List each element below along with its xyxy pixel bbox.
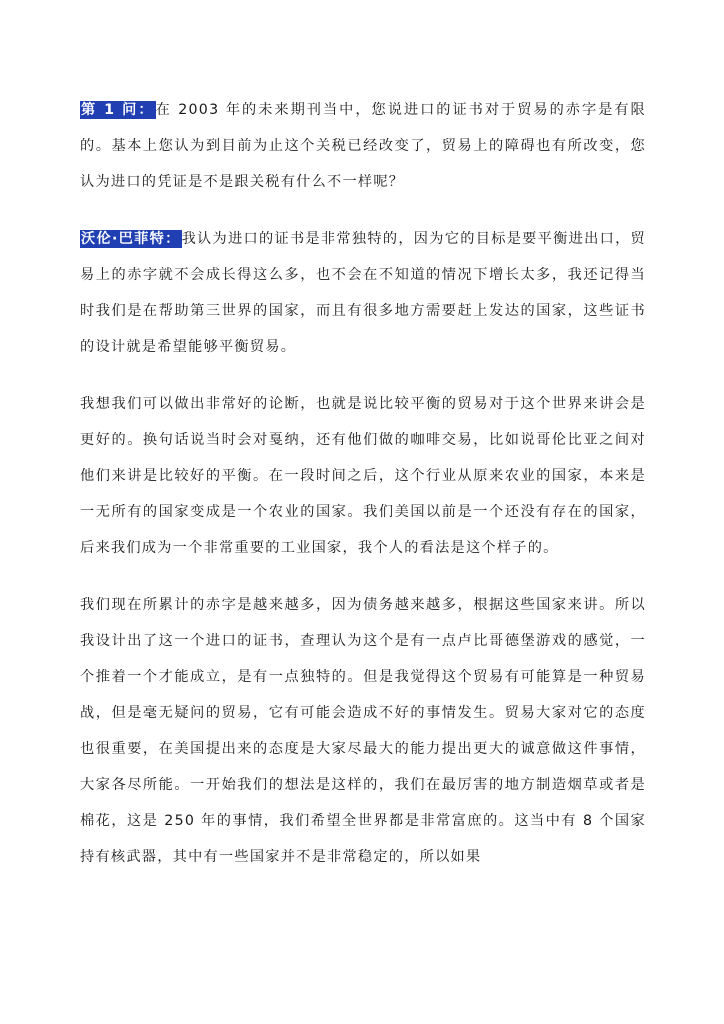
document-page	[80, 92, 646, 896]
question-paragraph	[80, 92, 646, 200]
answer-paragraph	[80, 221, 646, 365]
speaker-label: 沃伦·巴菲特：	[81, 231, 181, 247]
answer-text: 我认为进口的证书是非常独特的，因为它的目标是要平衡进出口，贸易上的赤字就不会成长得这么多，也不会在不知道的情况下增长太多，我还记得当时我们是在帮助第三世界的国家，而且有很多地方需要赶上发达的国家，这些证书的设计就是希望能够平衡贸易。	[80, 231, 646, 355]
body-paragraph	[80, 386, 646, 566]
question-text: 在 2003 年的未来期刊当中，您说进口的证书对于贸易的赤字是有限的。基本上您认为到目前为止这个关税已经改变了，贸易上的障碍也有所改变，您认为进口的凭证是不是跟关税有什么不一样呢？	[80, 102, 646, 190]
body-text: 我想我们可以做出非常好的论断，也就是说比较平衡的贸易对于这个世界来讲会是更好的。换句话说当时会对戛纳，还有他们做的咖啡交易，比如说哥伦比亚之间对他们来讲是比较好的平衡。在一段时间之后，这个行业从原来农业的国家，本来是一无所有的国家变成是一个农业的国家。我们美国以前是一个还没有存在的国家，后来我们成为一个非常重要的工业国家，我个人的看法是这个样子的。	[80, 396, 646, 556]
body-paragraph	[80, 587, 646, 875]
question-label: 第 1 问：	[81, 102, 155, 118]
body-text: 我们现在所累计的赤字是越来越多，因为债务越来越多，根据这些国家来讲。所以我设计出了这一个进口的证书，查理认为这个是有一点卢比哥德堡游戏的感觉，一个推着一个才能成立，是有一点独特的。但是我觉得这个贸易有可能算是一种贸易战，但是毫无疑问的贸易，它有可能会造成不好的事情发生。贸易大家对它的态度也很重要，在美国提出来的态度是大家尽最大的能力提出更大的诚意做这件事情，大家各尽所能。一开始我们的想法是这样的，我们在最厉害的地方制造烟草或者是棉花，这是 250 年的事情，我们希望全世界都是非常富庶的。这当中有 8 个国家持有核武器，其中有一些国家并不是非常稳定的，所以如果	[80, 597, 646, 865]
